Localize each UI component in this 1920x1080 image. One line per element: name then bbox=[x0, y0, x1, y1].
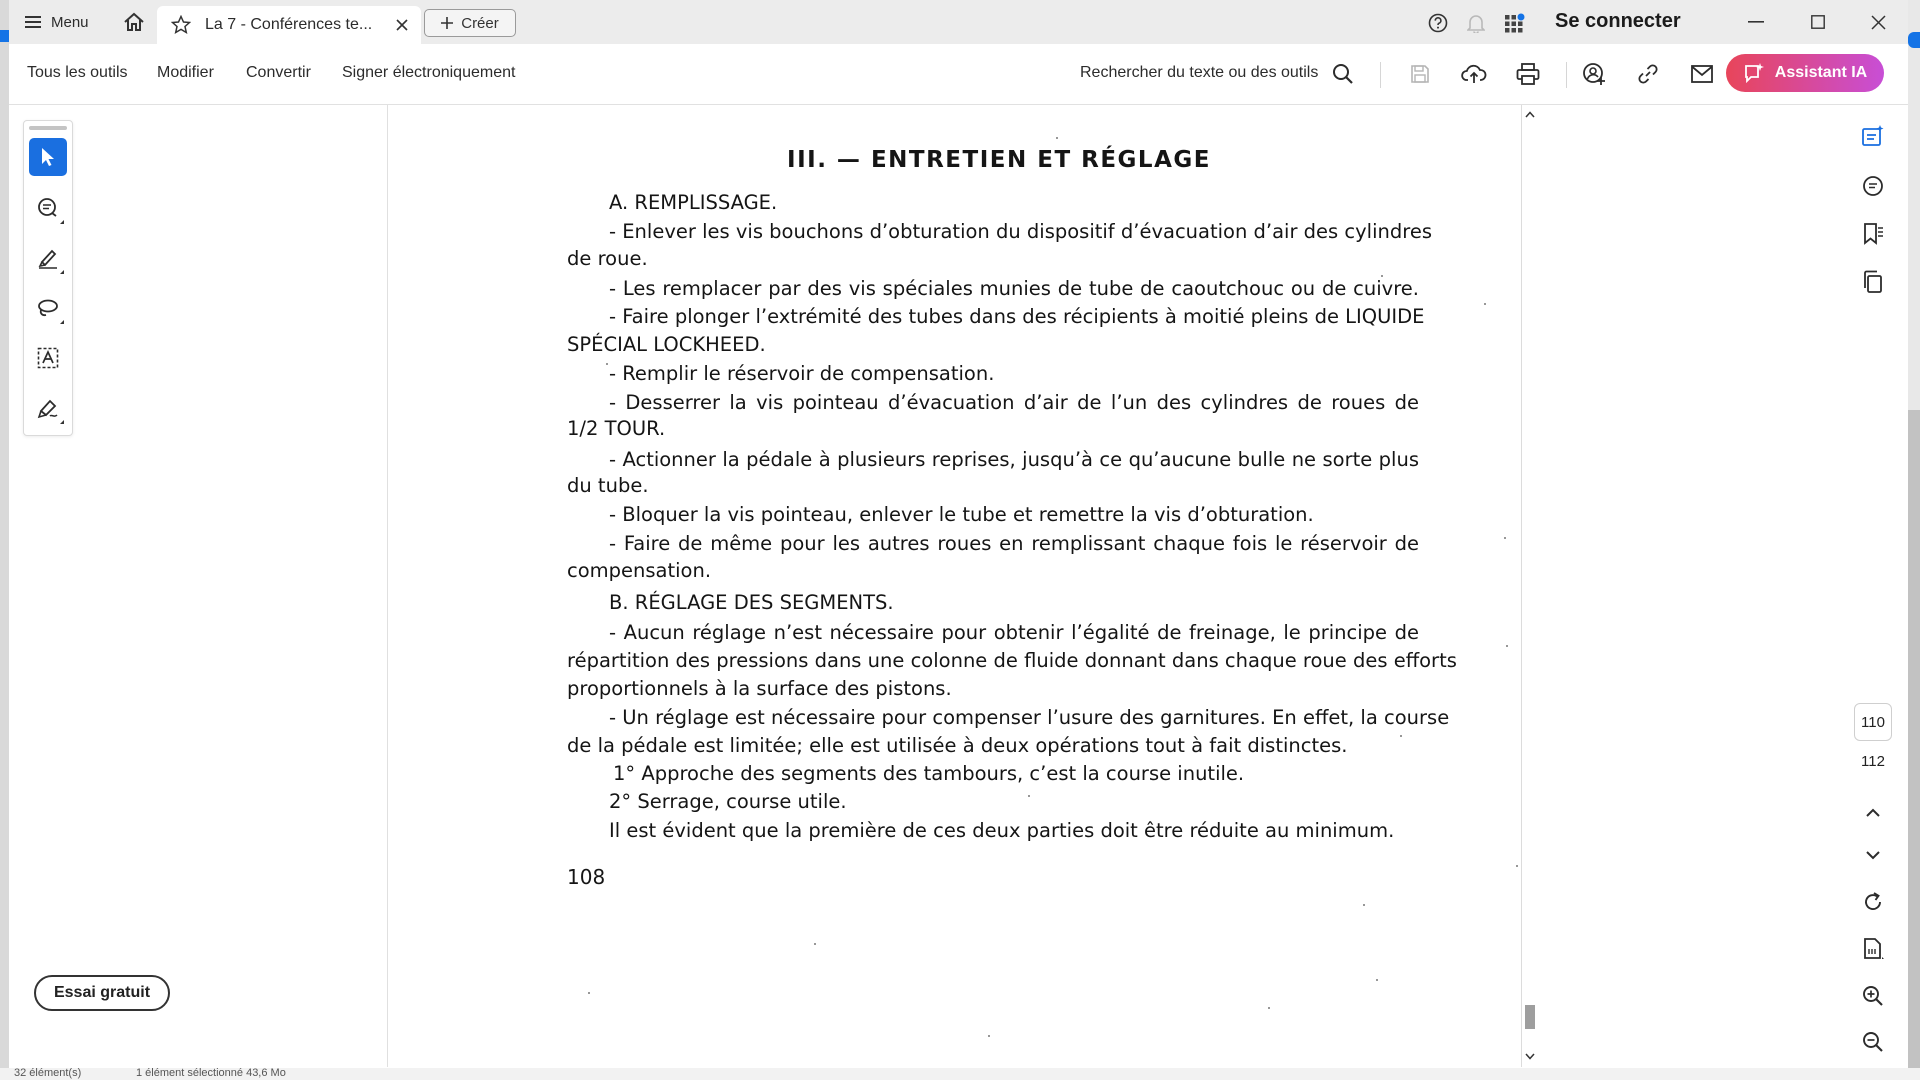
pen-sign-icon bbox=[37, 397, 59, 419]
question-icon bbox=[1428, 13, 1448, 33]
share-people-button[interactable] bbox=[1580, 60, 1608, 88]
right-sidebar bbox=[1838, 105, 1908, 1067]
menu-convert[interactable]: Convertir bbox=[246, 64, 311, 81]
page-thumbnails-button[interactable] bbox=[1856, 265, 1890, 299]
total-pages: 112 bbox=[1861, 753, 1885, 770]
scroll-up-arrow[interactable] bbox=[1525, 108, 1535, 120]
menu-button[interactable] bbox=[25, 8, 89, 36]
paragraph-line: répartition des pressions dans une colonne de fluide donnant dans chaque roue des efforts bbox=[567, 649, 1457, 672]
scan-speck bbox=[606, 363, 608, 365]
document-scrollbar[interactable] bbox=[1522, 105, 1538, 1067]
paragraph-line: de roue. bbox=[567, 247, 648, 270]
copy-link-button[interactable] bbox=[1634, 60, 1662, 88]
cursor-arrow-icon bbox=[39, 147, 57, 167]
current-page-field[interactable]: 110 bbox=[1854, 703, 1892, 741]
cloud-upload-icon bbox=[1461, 63, 1487, 85]
create-button[interactable] bbox=[424, 9, 516, 37]
window-scrollbar-thumb[interactable] bbox=[1908, 410, 1920, 1070]
highlight-tool-button[interactable] bbox=[29, 239, 67, 277]
apps-grid-icon bbox=[1504, 13, 1526, 33]
rotate-button[interactable] bbox=[1856, 885, 1890, 919]
scan-speck bbox=[1400, 735, 1402, 737]
more-options-indicator bbox=[60, 220, 64, 224]
free-trial-button[interactable]: Essai gratuit bbox=[34, 975, 170, 1011]
ai-summary-button[interactable] bbox=[1856, 119, 1890, 153]
paragraph-line: - Les remplacer par des vis spéciales munies de tube de caoutchouc ou de cuivre. bbox=[609, 277, 1419, 300]
more-options-indicator bbox=[60, 420, 64, 424]
maximize-icon bbox=[1811, 15, 1825, 29]
text-box-tool-button[interactable] bbox=[29, 339, 67, 377]
help-tab[interactable] bbox=[1908, 32, 1920, 48]
freehand-lasso-icon bbox=[37, 298, 59, 318]
previous-page-button[interactable] bbox=[1856, 796, 1890, 830]
hamburger-icon bbox=[25, 15, 41, 29]
page-title: III. — ENTRETIEN ET RÉGLAGE bbox=[787, 147, 1211, 173]
paragraph-line: - Aucun réglage n’est nécessaire pour obtenir l’égalité de freinage, le principe de bbox=[609, 621, 1419, 644]
scan-speck bbox=[1381, 275, 1383, 277]
section-heading: B. RÉGLAGE DES SEGMENTS. bbox=[609, 591, 894, 614]
list-item: 2° Serrage, course utile. bbox=[609, 790, 847, 813]
scan-speck bbox=[1506, 645, 1508, 647]
notifications-button[interactable] bbox=[1465, 12, 1487, 34]
paragraph-line: - Faire plonger l’extrémité des tubes dans des récipients à moitié pleins de LIQUIDE bbox=[609, 305, 1425, 328]
paragraph-line: 1/2 TOUR. bbox=[567, 417, 666, 440]
help-button[interactable] bbox=[1427, 12, 1449, 34]
highlighter-icon bbox=[37, 247, 59, 269]
scroll-down-arrow[interactable] bbox=[1525, 1050, 1535, 1062]
page-fit-icon bbox=[1862, 937, 1884, 961]
paragraph-line: compensation. bbox=[567, 559, 712, 582]
status-bar bbox=[0, 1068, 1920, 1080]
paragraph-line: Il est évident que la première de ces deux parties doit être réduite au minimum. bbox=[609, 819, 1395, 842]
paragraph-line: du tube. bbox=[567, 474, 649, 497]
document-viewer[interactable] bbox=[388, 105, 1522, 1067]
sign-tool-button[interactable] bbox=[29, 389, 67, 427]
paragraph-line: - Enlever les vis bouchons d’obturation du dispositif d’évacuation d’air des cylindres bbox=[609, 220, 1432, 243]
paragraph-line: - Remplir le réservoir de compensation. bbox=[609, 362, 995, 385]
save-icon bbox=[1410, 64, 1430, 84]
search-button[interactable] bbox=[1329, 60, 1357, 88]
home-icon bbox=[123, 12, 145, 32]
text-box-icon bbox=[37, 347, 59, 369]
mail-icon bbox=[1691, 65, 1713, 83]
menu-edit[interactable]: Modifier bbox=[157, 64, 214, 81]
upload-button[interactable] bbox=[1460, 60, 1488, 88]
scan-speck bbox=[588, 992, 590, 994]
scan-speck bbox=[1516, 865, 1518, 867]
quick-tools-rail bbox=[23, 120, 73, 436]
sign-in-link[interactable]: Se connecter bbox=[1555, 10, 1681, 32]
paragraph-line: - Un réglage est nécessaire pour compenser l’usure des garnitures. En effet, la course bbox=[609, 706, 1450, 729]
left-tools-panel bbox=[9, 105, 388, 1067]
comment-icon bbox=[37, 197, 59, 219]
scan-speck bbox=[1363, 904, 1365, 906]
page-fit-button[interactable] bbox=[1856, 932, 1890, 966]
section-heading: A. REMPLISSAGE. bbox=[609, 191, 778, 214]
paragraph-line: - Faire de même pour les autres roues en remplissant chaque fois le réservoir de bbox=[609, 532, 1419, 555]
chevron-up-icon bbox=[1865, 808, 1881, 818]
plus-icon bbox=[441, 17, 453, 29]
ai-document-icon bbox=[1861, 124, 1885, 148]
page-number: 108 bbox=[567, 865, 606, 889]
search-icon bbox=[1332, 63, 1354, 85]
bookmarks-button[interactable] bbox=[1856, 217, 1890, 251]
close-icon bbox=[396, 19, 408, 31]
menu-e-sign[interactable]: Signer électroniquement bbox=[342, 64, 516, 81]
email-button[interactable] bbox=[1688, 60, 1716, 88]
window-minimize-button[interactable] bbox=[1739, 10, 1773, 34]
paragraph-line: proportionnels à la surface des pistons. bbox=[567, 677, 952, 700]
more-options-indicator bbox=[60, 270, 64, 274]
menu-all-tools[interactable]: Tous les outils bbox=[27, 64, 128, 81]
bell-icon bbox=[1467, 13, 1485, 33]
document-page bbox=[388, 105, 1522, 1067]
ai-assistant-button[interactable] bbox=[1726, 54, 1884, 92]
apps-button[interactable] bbox=[1503, 12, 1527, 34]
zoom-in-button[interactable] bbox=[1856, 979, 1890, 1013]
star-icon[interactable] bbox=[171, 15, 191, 35]
search-tools[interactable]: Rechercher du texte ou des outils bbox=[1080, 64, 1319, 81]
create-label: Créer bbox=[461, 14, 499, 32]
home-button[interactable] bbox=[119, 8, 149, 36]
list-item: 1° Approche des segments des tambours, c’est la course inutile. bbox=[613, 762, 1245, 785]
draw-tool-button[interactable] bbox=[29, 289, 67, 327]
tab-close-button[interactable] bbox=[393, 16, 411, 34]
printer-icon bbox=[1516, 63, 1540, 85]
tab-title: La 7 - Conférences te... bbox=[205, 16, 373, 33]
chevron-down-icon bbox=[1865, 850, 1881, 860]
document-tab[interactable] bbox=[157, 6, 421, 44]
paragraph-line: - Desserrer la vis pointeau d’évacuation d’air de l’un des cylindres de roues de bbox=[609, 391, 1419, 414]
menu-label: Menu bbox=[51, 13, 89, 31]
toolbar-separator bbox=[1566, 62, 1567, 88]
comments-icon bbox=[1861, 174, 1885, 198]
toolbar-separator bbox=[1380, 62, 1381, 88]
scan-speck bbox=[814, 943, 816, 945]
select-tool-button[interactable] bbox=[29, 138, 67, 176]
bookmark-icon bbox=[1862, 222, 1884, 246]
title-bar bbox=[9, 0, 1908, 44]
paragraph-line: de la pédale est limitée; elle est utilisée à deux opérations tout à fait distinctes. bbox=[567, 734, 1348, 757]
minimize-icon bbox=[1748, 21, 1764, 23]
scan-speck bbox=[1056, 137, 1058, 139]
scan-speck bbox=[1504, 537, 1506, 539]
scan-speck bbox=[988, 1035, 990, 1037]
status-item-count: 32 élément(s) bbox=[14, 1067, 82, 1079]
scan-speck bbox=[1268, 1007, 1270, 1009]
close-icon bbox=[1871, 15, 1886, 30]
zoom-in-icon bbox=[1862, 985, 1884, 1007]
zoom-out-icon bbox=[1862, 1031, 1884, 1053]
zoom-out-button[interactable] bbox=[1856, 1025, 1890, 1059]
scan-speck bbox=[1484, 303, 1486, 305]
window-maximize-button[interactable] bbox=[1801, 10, 1835, 34]
window-close-button[interactable] bbox=[1861, 10, 1895, 34]
share-person-icon bbox=[1582, 62, 1606, 86]
save-button[interactable] bbox=[1406, 60, 1434, 88]
next-page-button[interactable] bbox=[1856, 838, 1890, 872]
paragraph-line: SPÉCIAL LOCKHEED. bbox=[567, 333, 766, 356]
rail-drag-handle[interactable] bbox=[29, 126, 67, 130]
comments-panel-button[interactable] bbox=[1856, 169, 1890, 203]
ai-assistant-icon bbox=[1743, 62, 1765, 84]
comment-tool-button[interactable] bbox=[29, 189, 67, 227]
scan-speck bbox=[1376, 979, 1378, 981]
status-selection: 1 élément sélectionné 43,6 Mo bbox=[136, 1067, 286, 1079]
window-left-edge bbox=[0, 0, 9, 1080]
link-icon bbox=[1637, 63, 1659, 85]
pages-icon bbox=[1862, 270, 1884, 294]
document-scrollbar-thumb[interactable] bbox=[1525, 1005, 1535, 1029]
rotate-icon bbox=[1862, 891, 1884, 913]
window-left-accent bbox=[0, 30, 9, 42]
more-options-indicator bbox=[60, 320, 64, 324]
paragraph-line: - Actionner la pédale à plusieurs reprises, jusqu’à ce qu’aucune bulle ne sorte plus bbox=[609, 448, 1419, 471]
paragraph-line: - Bloquer la vis pointeau, enlever le tube et remettre la vis d’obturation. bbox=[609, 503, 1314, 526]
scan-speck bbox=[1028, 795, 1030, 797]
print-button[interactable] bbox=[1514, 60, 1542, 88]
toolbar bbox=[9, 44, 1908, 105]
ai-assistant-label: Assistant IA bbox=[1774, 64, 1868, 81]
window-right-scrollbar[interactable] bbox=[1908, 0, 1920, 1080]
